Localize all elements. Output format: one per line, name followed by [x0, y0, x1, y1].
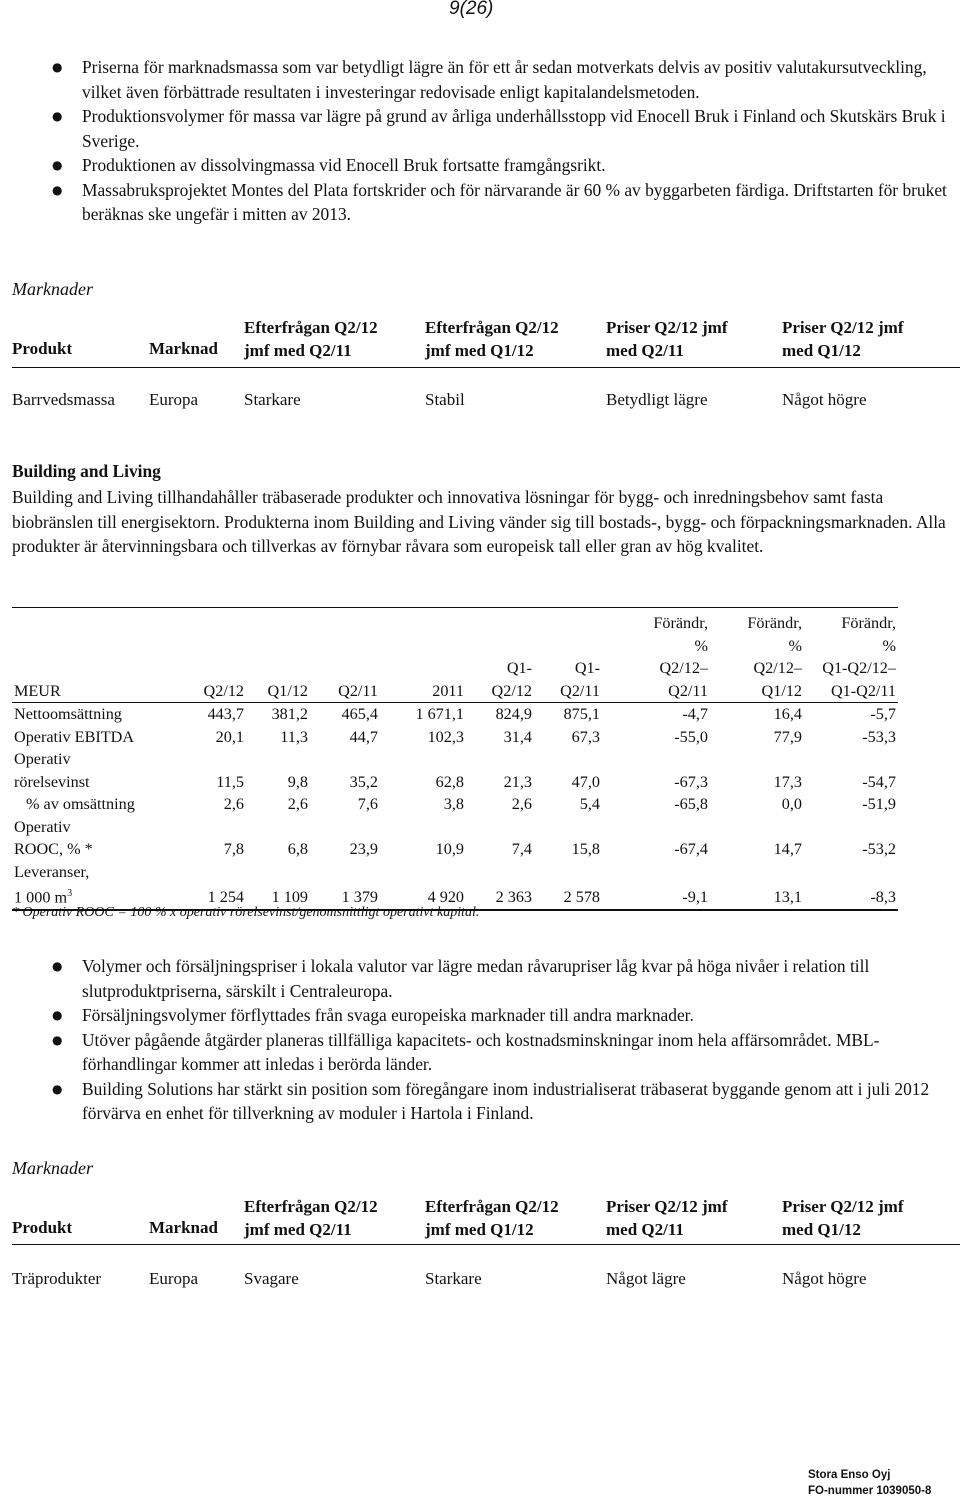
cell-price-yoy: Något lägre	[606, 1269, 686, 1288]
footer-company: Stora Enso Oyj	[808, 1469, 891, 1481]
cell-market: Europa	[149, 1269, 199, 1288]
section-heading-markets: Marknader	[12, 279, 93, 299]
list-item: ● Massabruksprojektet Montes del Plata fortskrider och för närvarande är 60 % av byggarbeten färdiga. Driftstarten för bruket beräknas ske ungefär i mitten av 2013.	[12, 178, 952, 227]
col-header-demand-qoq: Efterfrågan Q2/12 jmf med Q1/12	[425, 1197, 559, 1239]
list-item: ● Försäljningsvolymer förflyttades från svaga europeiska marknader till andra marknader.	[12, 1003, 952, 1028]
cell: 875,1	[563, 705, 600, 723]
col-header-produkt: Produkt	[12, 1218, 73, 1237]
cell: -5,7	[870, 705, 896, 723]
cell: 15,8	[571, 840, 600, 858]
cell: 17,3	[773, 772, 802, 791]
table-divider	[12, 367, 960, 368]
table-row	[12, 703, 898, 726]
list-item: ● Produktionen av dissolvingmassa vid Enocell Bruk fortsatte framgångsrikt.	[12, 153, 952, 178]
col-header-demand-yoy: Efterfrågan Q2/12 jmf med Q2/11	[244, 1197, 378, 1239]
list-item: ● Priserna för marknadsmassa som var betydligt lägre än för ett år sedan motverkats delvis av positiv valutakursutveckling, vilket även förbättrade resultaten i investeringar redovisade enligt kapitalandelsmetoden.	[12, 55, 952, 104]
col-header-produkt: Produkt	[12, 339, 73, 358]
cell: 16,4	[773, 705, 802, 723]
col-header-q112: Q1/12	[246, 608, 310, 703]
cell: -55,0	[674, 727, 708, 746]
col-header-price-qoq: Priser Q2/12 jmf med Q1/12	[782, 1197, 904, 1239]
section-title-building-living: Building and Living	[12, 461, 161, 481]
cell-price-yoy: Betydligt lägre	[606, 390, 708, 409]
cell: -4,7	[682, 705, 708, 723]
cell: 102,3	[427, 727, 464, 746]
cell: 1 109	[246, 861, 310, 910]
list-item: ● Produktionsvolymer för massa var lägre på grund av årliga underhållsstopp vid Enocell Bruk i Finland och Skutskärs Bruk i Sverige.	[12, 104, 952, 153]
list-item: ● Utöver pågående åtgärder planeras tillfälliga kapacitets- och kostnadsminskningar inom hela affärsområdet. MBL-förhandlingar kommer att inledas i berörda länder.	[12, 1028, 952, 1077]
cell: 2,6	[287, 795, 308, 813]
col-header-price-qoq: Priser Q2/12 jmf med Q1/12	[782, 318, 904, 360]
col-header-change-yoy: Förändr, % Q2/12– Q2/11	[602, 608, 710, 703]
market-table-2	[12, 1196, 960, 1296]
cell-product: Träprodukter	[12, 1269, 102, 1288]
cell: 9,8	[287, 772, 308, 791]
col-header-price-yoy: Priser Q2/12 jmf med Q2/11	[606, 1197, 728, 1239]
cell: 10,9	[435, 840, 464, 858]
row-label: Nettoomsättning	[14, 705, 122, 723]
cell: 77,9	[773, 727, 802, 746]
cell: 14,7	[773, 840, 802, 858]
cell-demand-yoy: Svagare	[244, 1269, 299, 1288]
cell: 3,8	[443, 795, 464, 813]
col-header-q1q211: Q1- Q2/11	[534, 608, 602, 703]
cell: 0,0	[781, 795, 802, 813]
bullet-list-top	[12, 55, 952, 227]
cell-price-qoq: Något högre	[782, 390, 867, 409]
cell: 11,3	[280, 727, 308, 746]
cell: 1 254	[172, 861, 246, 910]
cell: 20,1	[215, 727, 244, 746]
cell: -65,8	[674, 795, 708, 813]
cell: -53,2	[862, 840, 896, 858]
cell-product: Barrvedsmassa	[12, 390, 115, 409]
cell: 2,6	[511, 795, 532, 813]
cell: 13,1	[710, 861, 804, 910]
col-header-q212: Q2/12	[172, 608, 246, 703]
row-label: Operativ EBITDA	[14, 727, 135, 746]
cell-price-qoq: Något högre	[782, 1269, 867, 1288]
table-row	[12, 861, 898, 910]
cell: 824,9	[495, 705, 532, 723]
building-living-paragraph: Building and Living tillhandahåller träbaserade produkter och innovativa lösningar för bygg- och inredningsbehov samt fasta biobränslen till energisektorn. Produkterna inom Building and Living vänder sig till bostads-, bygg- och förpackningsmarknaden. Alla produkter är återvinningsbara och tillverkas av förnybar råvara som europeisk tall eller gran av hög kvalitet.	[12, 487, 946, 556]
cell: 7,4	[511, 840, 532, 858]
list-item: ● Volymer och försäljningspriser i lokala valutor var lägre medan råvarupriser låg kvar på höga nivåer i relation till slutproduktpriserna, särskilt i Centraleuropa.	[12, 954, 952, 1003]
cell: 21,3	[503, 772, 532, 791]
table-footnote: * Operativ ROOC = 100 % x operativ rörelsevinst/genomsnittligt operativt kapital.	[12, 905, 480, 920]
col-header-2011: 2011	[380, 608, 466, 703]
col-header-marknad: Marknad	[149, 339, 218, 358]
cell: 2 363	[466, 861, 534, 910]
table-row	[12, 748, 898, 793]
cell: 11,5	[216, 772, 244, 791]
row-label: Leveranser, 1 000 $m^3$	[12, 861, 172, 910]
cell: 465,4	[341, 705, 378, 723]
cell: 47,0	[571, 772, 600, 791]
cell: 4 920	[380, 861, 466, 910]
bullet-list-bottom	[12, 954, 952, 1126]
table-row	[12, 816, 898, 861]
col-header-marknad: Marknad	[149, 1218, 218, 1237]
cell: 7,8	[223, 840, 244, 858]
table-row	[12, 793, 898, 816]
table-row	[12, 726, 898, 749]
row-label: Operativ rörelsevinst	[14, 750, 90, 791]
market-table-1	[12, 317, 960, 417]
cell: 44,7	[349, 727, 378, 746]
col-header-change-ytd: Förändr, % Q1-Q2/12– Q1-Q2/11	[804, 608, 898, 703]
table-divider	[12, 1244, 960, 1245]
cell: 1 671,1	[415, 705, 464, 723]
cell: -54,7	[862, 772, 896, 791]
row-label: Operativ ROOC, % *	[14, 817, 93, 858]
section-heading-markets-2: Marknader	[12, 1158, 93, 1178]
page-number: 9(26)	[449, 0, 494, 19]
footer-form-number: FO-nummer 1039050-8	[808, 1485, 932, 1497]
cell: -67,4	[674, 840, 708, 858]
col-header-price-yoy: Priser Q2/12 jmf med Q2/11	[606, 318, 728, 360]
col-header-demand-yoy: Efterfrågan Q2/12 jmf med Q2/11	[244, 318, 378, 360]
cell: 6,8	[287, 840, 308, 858]
cell: 2,6	[223, 795, 244, 813]
cell: 67,3	[571, 727, 600, 746]
financial-table	[12, 607, 898, 911]
col-header-q211: Q2/11	[310, 608, 380, 703]
col-header-demand-qoq: Efterfrågan Q2/12 jmf med Q1/12	[425, 318, 559, 360]
row-label: % av omsättning	[26, 795, 135, 813]
cell: 62,8	[435, 772, 464, 791]
col-header-q1q212: Q1- Q2/12	[466, 608, 534, 703]
cell: 5,4	[579, 795, 600, 813]
cell-demand-qoq: Stabil	[425, 390, 465, 409]
cell: -53,3	[862, 727, 896, 746]
col-header-meur: MEUR	[12, 608, 172, 703]
cell: 35,2	[349, 772, 378, 791]
cell: -51,9	[862, 795, 896, 813]
cell-demand-yoy: Starkare	[244, 390, 301, 409]
cell: -67,3	[674, 772, 708, 791]
cell-demand-qoq: Starkare	[425, 1269, 482, 1288]
col-header-change-qoq: Förändr, % Q2/12– Q1/12	[710, 608, 804, 703]
cell: 1 379	[310, 861, 380, 910]
cell: 23,9	[349, 840, 378, 858]
cell: -8,3	[804, 861, 898, 910]
cell-market: Europa	[149, 390, 199, 409]
cell: 31,4	[503, 727, 532, 746]
cell: 381,2	[271, 705, 308, 723]
table-header-row	[12, 608, 898, 703]
cell: -9,1	[602, 861, 710, 910]
cell: 7,6	[357, 795, 378, 813]
cell: 2 578	[534, 861, 602, 910]
list-item: ● Building Solutions har stärkt sin position som föregångare inom industrialiserat träbaserat byggande genom att i juli 2012 förvärva en enhet för tillverkning av moduler i Hartola i Finland.	[12, 1077, 952, 1126]
cell: 443,7	[207, 705, 244, 723]
